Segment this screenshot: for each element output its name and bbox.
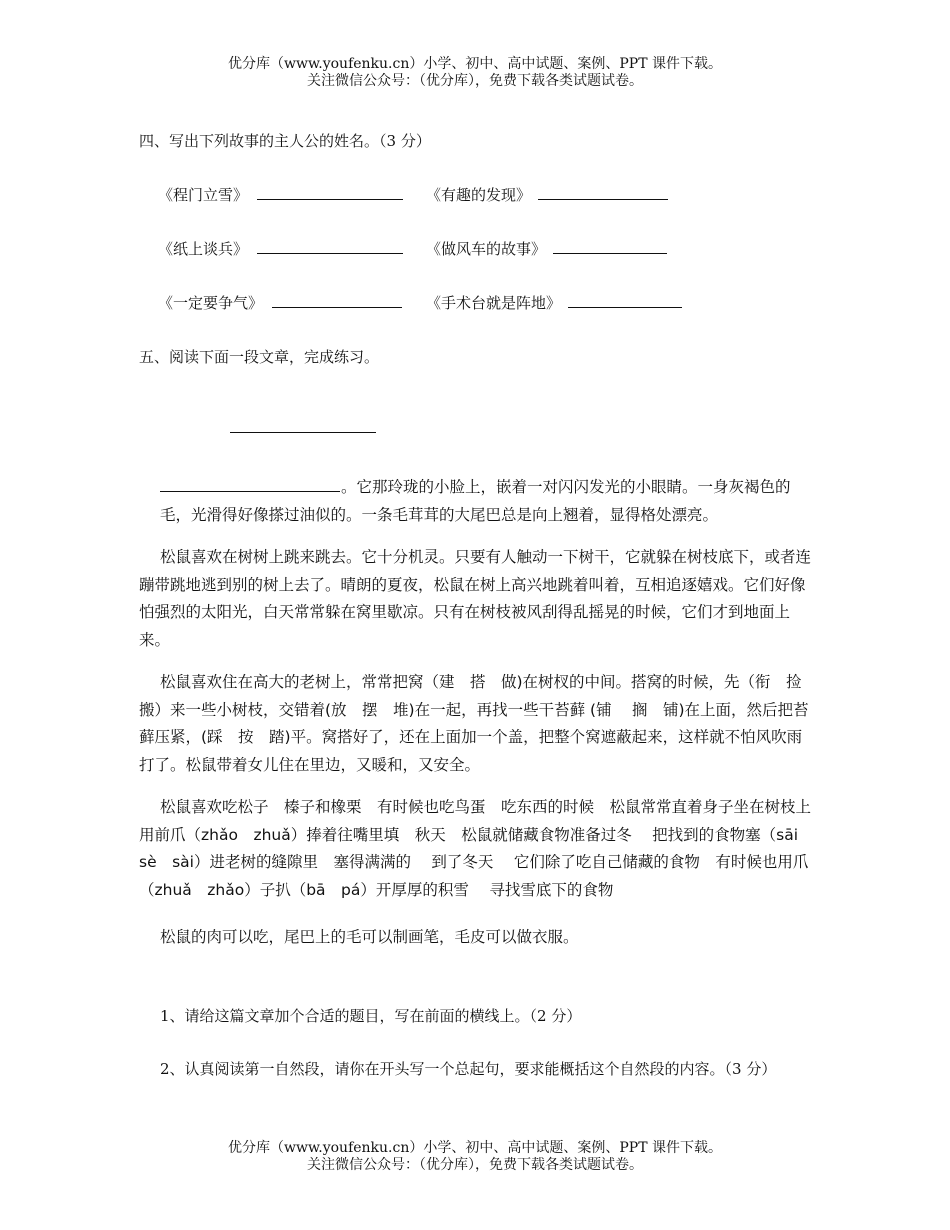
story-item	[426, 238, 667, 259]
story-title: 《有趣的发现》	[426, 186, 532, 204]
page-header	[0, 56, 950, 90]
story-title: 《纸上谈兵》	[158, 240, 249, 258]
paragraph-3: 松鼠喜欢住在高大的老树上，常常把窝（建 搭 做)在树杈的中间。搭窝的时候，先（衔 捡 搬）来一些小树枝，交错着(放 摆 堆)在一起，再找一些干苔藓 (铺 搁 铺)在上面，然后把苔藓压紧，(踩 按 踏)平。窝搭好了，还在上面加一个盖，把整个窝遮蔽起来，这样就不怕风吹雨打了。松鼠带着女儿住在里边，又暖和，又安全。	[139, 673, 818, 774]
article-body	[139, 474, 827, 952]
story-title: 《程门立雪》	[158, 186, 249, 204]
paragraph-5: 松鼠的肉可以吃，尾巴上的毛可以制画笔，毛皮可以做衣服。	[160, 928, 579, 946]
story-item	[158, 184, 403, 205]
section-4-title: 四、写出下列故事的主人公的姓名。（3 分）	[139, 132, 431, 150]
section-5-title: 五、阅读下面一段文章，完成练习。	[139, 348, 380, 366]
footer-line-1: 优分库（www.youfenku.cn）小学、初中、高中试题、案例、PPT 课件下载。	[227, 1140, 722, 1156]
story-title: 《做风车的故事》	[426, 240, 547, 258]
answer-blank[interactable]	[568, 293, 682, 308]
answer-blank[interactable]	[553, 239, 667, 254]
story-item	[158, 292, 402, 313]
story-item	[426, 184, 668, 205]
question-2: 2、认真阅读第一自然段，请你在开头写一个总起句，要求能概括这个自然段的内容。（3 分）	[160, 1060, 777, 1078]
paragraph-2: 松鼠喜欢在树树上跳来跳去。它十分机灵。只要有人触动一下树干，它就躲在树枝底下，或者连蹦带跳地逃到别的树上去了。晴朗的夏夜，松鼠在树上高兴地跳着叫着，互相追逐嬉戏。它们好像怕强烈的太阳光，白天常常躲在窝里歇凉。只有在树枝被风刮得乱摇晃的时候，它们才到地面上来。	[139, 548, 812, 649]
article-title-blank[interactable]	[230, 432, 376, 433]
paragraph-4: 松鼠喜欢吃松子 榛子和橡栗 有时候也吃鸟蛋 吃东西的时候 松鼠常常直着身子坐在树枝上 用前爪（zhǎo zhuǎ）捧着往嘴里填 秋天 松鼠就储藏食物准备过冬 把找到的食物塞（sāi sè sài）进老树的缝隙里 塞得满满的 到了冬天 它们除了吃自己储藏的食物 有时候也用爪（zhuǎ zhǎo）子扒（bā pá）开厚厚的积雪 寻找雪底下的食物	[139, 798, 827, 899]
paragraph-1: 。它那玲珑的小脸上，嵌着一对闪闪发光的小眼睛。一身灰褐色的毛，光滑得好像搽过油似的。一条毛茸茸的大尾巴总是向上翘着，显得格处漂亮。	[160, 478, 791, 524]
story-item	[158, 238, 403, 259]
header-line-2: 关注微信公众号：（优分库），免费下载各类试题试卷。	[307, 73, 643, 89]
story-title: 《手术台就是阵地》	[426, 294, 562, 312]
answer-blank[interactable]	[257, 239, 403, 254]
answer-blank[interactable]	[538, 185, 668, 200]
answer-blank[interactable]	[272, 293, 402, 308]
story-title: 《一定要争气》	[158, 294, 264, 312]
page-footer	[0, 1140, 950, 1174]
answer-blank[interactable]	[257, 185, 403, 200]
footer-line-2: 关注微信公众号：（优分库），免费下载各类试题试卷。	[307, 1157, 643, 1173]
question-1: 1、请给这篇文章加个合适的题目，写在前面的横线上。（2 分）	[160, 1007, 582, 1025]
header-line-1: 优分库（www.youfenku.cn）小学、初中、高中试题、案例、PPT 课件下载。	[227, 56, 722, 72]
topic-sentence-blank[interactable]	[160, 477, 340, 492]
story-item	[426, 292, 682, 313]
